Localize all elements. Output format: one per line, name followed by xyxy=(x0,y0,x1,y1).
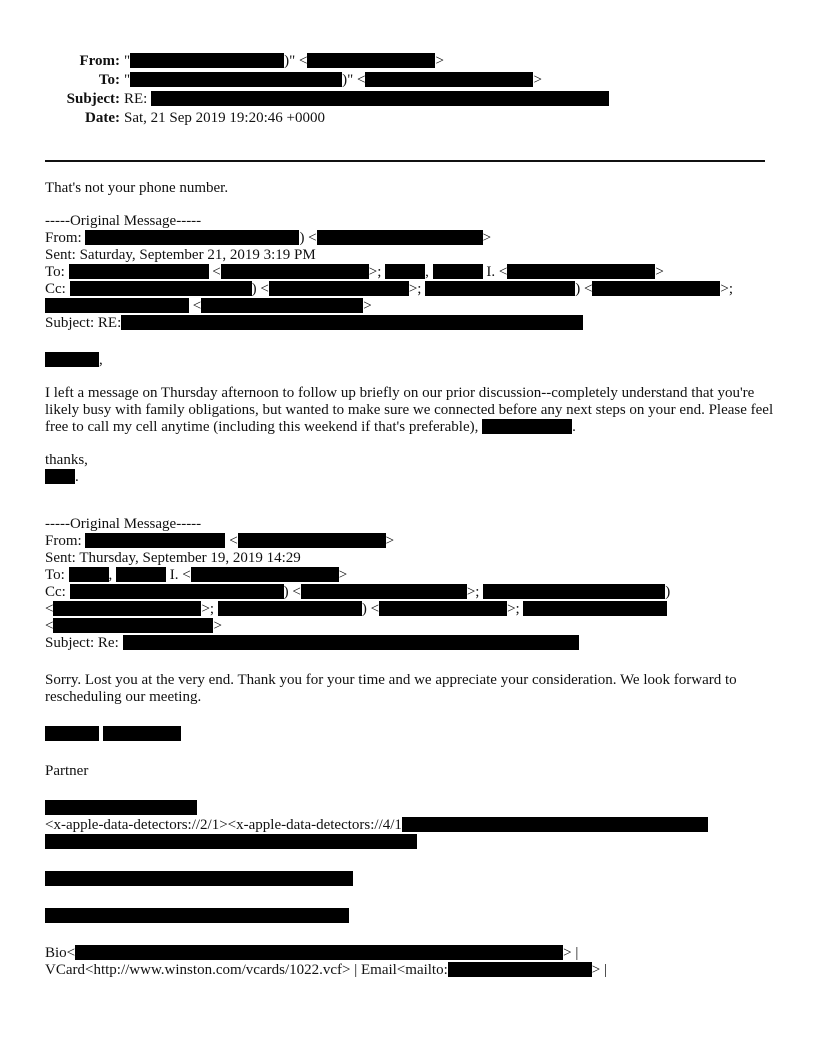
redaction xyxy=(191,567,339,582)
redaction xyxy=(592,281,720,296)
redaction xyxy=(507,264,655,279)
om2-vcard-line xyxy=(45,962,775,979)
redaction xyxy=(45,726,99,741)
om2-from-line xyxy=(45,533,775,550)
om1-cc-label: Cc: xyxy=(45,281,66,297)
om1-to-semi: >; xyxy=(368,264,382,280)
om1-from-label: From: xyxy=(45,230,82,246)
om2-subject: Subject: Re: xyxy=(45,635,119,651)
to-label: To: xyxy=(98,72,120,88)
om1-signature xyxy=(45,469,775,486)
om1-from-mid: ) < xyxy=(299,230,317,246)
redaction xyxy=(45,800,197,815)
om2-cc-p2: >; xyxy=(466,584,480,600)
om2-apple-link: <x-apple-data-detectors://2/1><x-apple-data-detectors://4/1 xyxy=(45,817,402,833)
om2-to-initial: I. < xyxy=(169,567,191,583)
redaction xyxy=(45,908,349,923)
redaction xyxy=(69,567,109,582)
redaction xyxy=(218,601,362,616)
om2-cc-p1: ) < xyxy=(283,584,301,600)
om2-vcard: VCard<http://www.winston.com/vcards/1022.vcf> | Email<mailto: xyxy=(45,962,448,978)
redaction xyxy=(45,871,353,886)
date-label: Date: xyxy=(85,110,120,126)
om2-cc-label: Cc: xyxy=(45,584,66,600)
om1-sig-end: . xyxy=(75,469,79,485)
om1-cc2-lt: < xyxy=(192,298,202,314)
original-message-marker: -----Original Message----- xyxy=(45,516,202,532)
redaction xyxy=(425,281,575,296)
om2-firm-name xyxy=(45,800,775,817)
email-body xyxy=(45,180,775,979)
header-to-row xyxy=(0,71,542,90)
redaction xyxy=(307,53,435,68)
om2-cc-line-2 xyxy=(45,601,775,618)
om2-address-line-2 xyxy=(45,834,775,851)
redaction xyxy=(45,834,417,849)
om1-greeting xyxy=(45,352,775,369)
om2-subject-line xyxy=(45,635,775,652)
redaction xyxy=(402,817,708,832)
from-mid: )" < xyxy=(284,53,308,69)
om1-cc-p1: ) < xyxy=(251,281,269,297)
om1-to-initial: I. < xyxy=(486,264,508,280)
redaction xyxy=(70,281,252,296)
om2-cc2-p1: >; xyxy=(201,601,215,617)
om2-cc-line-3 xyxy=(45,618,775,635)
om2-from-end: > xyxy=(385,533,395,549)
to-mid: )" < xyxy=(342,72,366,88)
redaction xyxy=(385,264,425,279)
redaction xyxy=(53,618,213,633)
om1-subject: Subject: RE: xyxy=(45,315,122,331)
om1-subject-line xyxy=(45,315,775,332)
om1-to-line xyxy=(45,264,775,281)
om1-greeting-comma: , xyxy=(99,352,103,368)
redaction xyxy=(53,601,201,616)
om2-body: Sorry. Lost you at the very end. Thank you for your time and we appreciate your consideration. We look forward to rescheduling our meeting. xyxy=(45,672,737,705)
redaction xyxy=(69,264,209,279)
redaction xyxy=(103,726,181,741)
om2-cc2-p3: >; xyxy=(507,601,520,617)
reply-text: That's not your phone number. xyxy=(45,180,229,196)
subject-prefix: RE: xyxy=(124,91,148,107)
redaction xyxy=(45,352,99,367)
om2-from-label: From: xyxy=(45,533,82,549)
redaction xyxy=(151,91,609,106)
subject-label: Subject: xyxy=(66,91,120,107)
redaction xyxy=(317,230,483,245)
redaction xyxy=(433,264,483,279)
om1-cc-p2: >; xyxy=(408,281,422,297)
om2-sender-title: Partner xyxy=(45,763,89,779)
om2-sent-line: Sent: Thursday, September 19, 2019 14:29 xyxy=(45,550,301,566)
from-label: From: xyxy=(79,53,120,69)
om2-to-end: > xyxy=(338,567,348,583)
om1-sent-line: Sent: Saturday, September 21, 2019 3:19 PM xyxy=(45,247,316,263)
om2-to-label: To: xyxy=(45,567,65,583)
redaction xyxy=(221,264,369,279)
from-end: > xyxy=(435,53,444,69)
header-date-row xyxy=(0,109,360,128)
om2-from-lt: < xyxy=(229,533,238,549)
om2-to-line xyxy=(45,567,775,584)
om1-cc-line xyxy=(45,281,775,298)
om1-to-end: > xyxy=(655,264,664,280)
om2-bio-label: Bio< xyxy=(45,945,76,961)
om1-cc2-end: > xyxy=(363,298,372,314)
om1-to-comma: , xyxy=(425,264,429,280)
to-end: > xyxy=(533,72,542,88)
redaction xyxy=(365,72,533,87)
om2-bio-end: > | xyxy=(563,945,579,961)
om1-cc-line-2 xyxy=(45,298,775,315)
redaction xyxy=(201,298,363,313)
redaction xyxy=(70,584,284,599)
from-quote: " xyxy=(124,53,131,69)
date-value: Sat, 21 Sep 2019 19:20:46 +0000 xyxy=(124,110,325,126)
om1-cc-p3: ) < xyxy=(575,281,593,297)
om1-body-end: . xyxy=(572,419,576,435)
original-message-marker: -----Original Message----- xyxy=(45,213,202,229)
redaction xyxy=(482,419,572,434)
om1-body xyxy=(45,385,775,436)
om2-cc-line xyxy=(45,584,775,601)
om2-cc3-lt: < xyxy=(45,618,54,634)
om2-phone-line-2 xyxy=(45,908,775,925)
om1-body-text: I left a message on Thursday afternoon to follow up briefly on our prior discussion--completely understand that you're likely busy with family obligations, but wanted to make sure we connected before any next steps on your end. Please feel free to call my cell anytime (including this weekend if that's preferable), xyxy=(45,385,774,435)
redaction xyxy=(448,962,592,977)
om2-address-line xyxy=(45,817,775,834)
redaction xyxy=(483,584,665,599)
om2-email-end: > | xyxy=(591,962,607,978)
om2-cc-p3: ) xyxy=(665,584,671,600)
om1-from-end: > xyxy=(482,230,492,246)
om2-cc2-p2: ) < xyxy=(361,601,380,617)
redaction xyxy=(301,584,467,599)
om1-cc-p4: >; xyxy=(720,281,734,297)
redaction xyxy=(269,281,409,296)
redaction xyxy=(121,315,583,330)
header-divider xyxy=(45,160,765,162)
redaction xyxy=(85,533,225,548)
redaction xyxy=(123,635,579,650)
redaction xyxy=(130,72,342,87)
redaction xyxy=(45,298,189,313)
redaction xyxy=(238,533,386,548)
redaction xyxy=(75,945,563,960)
redaction xyxy=(130,53,284,68)
header-from-row xyxy=(0,52,444,71)
om1-to-lt: < xyxy=(212,264,221,280)
email-header xyxy=(0,52,542,128)
redaction xyxy=(116,567,166,582)
om2-cc2-lt: < xyxy=(45,601,54,617)
header-subject-row xyxy=(0,90,360,109)
om1-from-line xyxy=(45,230,775,247)
om1-signoff: thanks, xyxy=(45,452,88,468)
redaction xyxy=(85,230,299,245)
om1-to-label: To: xyxy=(45,264,65,280)
om2-phone-line xyxy=(45,871,775,888)
to-quote: " xyxy=(124,72,131,88)
om2-to-comma: , xyxy=(108,567,113,583)
redaction xyxy=(523,601,667,616)
om2-bio-line xyxy=(45,945,775,962)
om2-sender-name xyxy=(45,726,775,743)
om2-cc3-end: > xyxy=(213,618,222,634)
redaction xyxy=(379,601,507,616)
redaction xyxy=(45,469,75,484)
